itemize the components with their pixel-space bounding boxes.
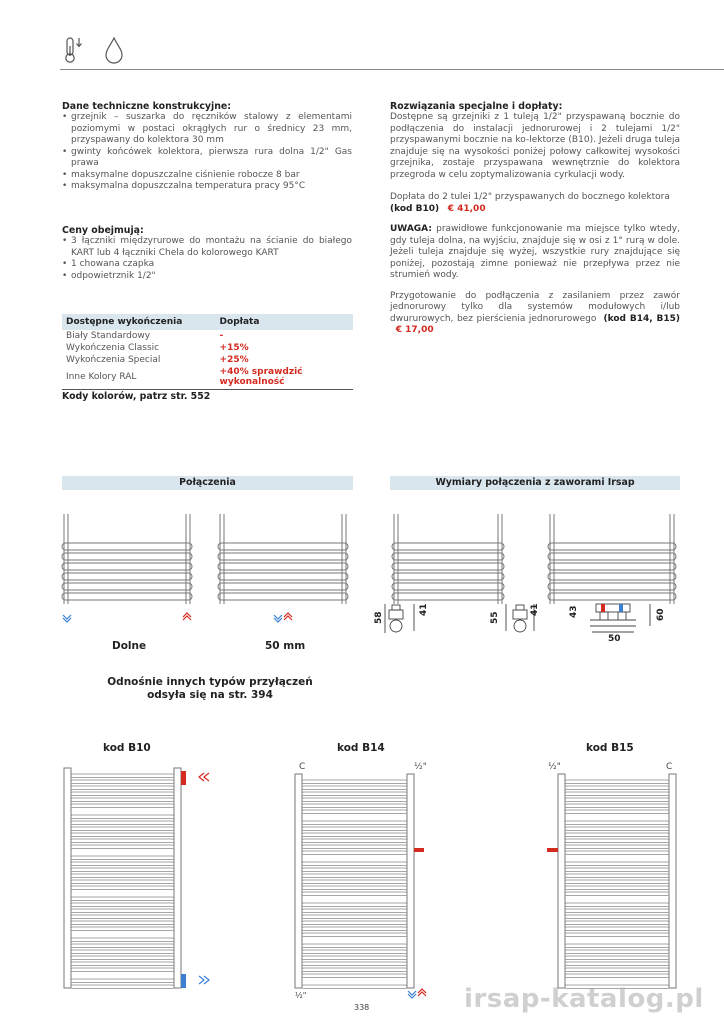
- radiator-tube: [302, 927, 407, 930]
- radiator-tube: [565, 950, 669, 953]
- radiator-tube: [565, 810, 669, 813]
- radiator-tube: [71, 968, 174, 971]
- radiator-tube: [71, 839, 174, 842]
- radiator-tube: [302, 798, 407, 801]
- finish-value: -: [219, 331, 224, 341]
- water-drop-icon: [104, 36, 124, 64]
- special-title: Rozwiązania specjalne i dopłaty:: [390, 101, 563, 112]
- header-rule: [60, 69, 724, 70]
- dim-41b: 41: [530, 603, 540, 616]
- radiator-tube: [71, 909, 174, 912]
- radiator-tube: [565, 786, 669, 789]
- radiator-tube: [565, 851, 669, 854]
- label-half-inch: ½": [414, 762, 427, 772]
- radiator-tube: [302, 968, 407, 971]
- finish-name: Wykończenia Classic: [66, 343, 160, 353]
- radiator-tube: [302, 786, 407, 789]
- label-dolne: Dolne: [112, 640, 147, 652]
- radiator-50mm-connection-diagram: [216, 512, 356, 627]
- valve-dimension-diagram-2: [470, 512, 550, 642]
- b10-surcharge-text: Dopłata do 2 tulei 1/2" przyspawanych do bocznego kolektora: [390, 192, 670, 202]
- b10-price: € 41,00: [447, 203, 486, 214]
- radiator-tube: [565, 915, 669, 918]
- list-item: • maksymalne dopuszczalne ciśnienie robocze 8 bar: [62, 170, 352, 182]
- radiator-tube: [302, 962, 407, 965]
- blue-arrow-icon: [199, 976, 209, 984]
- b10-code: (kod B10): [390, 203, 440, 214]
- radiator-tube: [302, 903, 407, 906]
- code-b10-label: kod B10: [103, 742, 151, 754]
- radiator-tube: [565, 956, 669, 959]
- table-footnote: Kody kolorów, patrz str. 552: [62, 391, 211, 402]
- radiator-tube: [565, 839, 669, 842]
- b14-b15-text: Przygotowanie do podłączenia z zasilaniem przez zawór jednorurowy tylko dla systemów modułowych i/lub dwururowych, bez pierścienia jednorurowego: [390, 290, 680, 324]
- b14-b15-price: € 17,00: [395, 325, 434, 335]
- radiator-tube: [565, 792, 669, 795]
- special-paragraph-2: [390, 192, 680, 215]
- prices-section: [62, 225, 352, 282]
- radiator-tube: [302, 804, 407, 807]
- watermark: irsap-katalog.pl: [464, 984, 704, 1014]
- radiator-tube: [71, 774, 174, 777]
- radiator-tube: [71, 786, 174, 789]
- dim-55: 55: [490, 611, 500, 624]
- label-c: C: [299, 762, 306, 772]
- radiator-tube: [565, 874, 669, 877]
- red-arrow-icon: [418, 989, 426, 996]
- radiator-tube: [565, 892, 669, 895]
- radiator-tube: [71, 979, 174, 982]
- radiator-tube: [71, 833, 174, 836]
- table-row: [62, 354, 353, 366]
- radiator-tube: [565, 903, 669, 906]
- b14-b15-code: (kod B14, B15): [603, 313, 680, 324]
- radiator-tube: [71, 903, 174, 906]
- radiator-tube: [302, 868, 407, 871]
- radiator-tube: [71, 897, 174, 900]
- radiator-tube: [565, 962, 669, 965]
- radiator-tube: [565, 798, 669, 801]
- radiator-tube: [71, 804, 174, 807]
- finish-table: [62, 314, 353, 388]
- radiator-tube: [565, 944, 669, 947]
- finish-value: +15%: [219, 343, 249, 353]
- radiator-tube: [302, 851, 407, 854]
- radiator-tube: [71, 915, 174, 918]
- valve-dimension-diagram-3: [540, 512, 680, 642]
- red-arrow-icon: [199, 773, 209, 781]
- radiator-tube: [71, 815, 174, 818]
- radiator-tube: [565, 827, 669, 830]
- radiator-tube: [565, 886, 669, 889]
- radiator-tube: [71, 950, 174, 953]
- note-text: prawidłowe funkcjonowanie ma miejsce tylko wtedy, gdy tuleja dolna, na wyjściu, znajduje się w osi z 1° rurą w dole. Jeżeli tuleja znajduje się wyżej, wszystkie rury znajdujące się poniżej, pozostają zimne ponieważ nie przepływa przez nie strumień wody.: [390, 224, 680, 280]
- radiator-b10-diagram: [60, 764, 220, 994]
- radiator-tube: [565, 833, 669, 836]
- radiator-tube: [302, 892, 407, 895]
- radiator-tube: [302, 933, 407, 936]
- dim-41: 41: [419, 603, 429, 616]
- radiator-tube: [302, 874, 407, 877]
- table-rule: [62, 389, 353, 390]
- radiator-tube: [565, 880, 669, 883]
- radiator-tube: [302, 886, 407, 889]
- radiator-tube: [71, 880, 174, 883]
- radiator-tube: [302, 985, 407, 988]
- irsap-dimensions-bar: Wymiary połączenia z zaworami Irsap: [390, 476, 680, 490]
- finish-value: +40% sprawdzić wykonalność: [219, 367, 303, 387]
- list-item: • grzejnik – suszarka do ręczników stalowy z elementami poziomymi w postaci okrągłych rur o średnicy 23 mm, przyspawany do kolektora 30 mm: [62, 112, 352, 147]
- finish-name: Inne Kolory RAL: [66, 372, 137, 382]
- radiator-tube: [71, 874, 174, 877]
- tech-title: Dane techniczne konstrukcyjne:: [62, 101, 232, 112]
- radiator-tube: [302, 880, 407, 883]
- radiator-tube: [565, 821, 669, 824]
- radiator-tube: [302, 921, 407, 924]
- radiator-tube: [302, 974, 407, 977]
- special-section: [390, 101, 680, 337]
- radiator-tube: [565, 780, 669, 783]
- special-paragraph-1: Dostępne są grzejniki z 1 tuleją 1/2" przyspawaną bocznie do podłączenia do instalacji jednorurowej i 2 tulejami 1/2" przyspawanymi bocznie na ko-lektorze (B10). Jeżeli druga tuleja znajduje się na wysokości poniżej połowy całkowitej wysokości grzejnika, zostaje przyspawana wewnętrznie do kolektora przegroda w celu zoptymalizowania cyrkulacji wody.: [390, 112, 680, 180]
- dim-58: 58: [374, 611, 384, 624]
- table-row: [62, 366, 353, 388]
- radiator-tube: [302, 862, 407, 865]
- radiator-tube: [302, 827, 407, 830]
- special-paragraph-3: [390, 224, 680, 282]
- radiator-tube: [71, 956, 174, 959]
- radiator-tube: [71, 886, 174, 889]
- page-number: 338: [354, 1003, 370, 1012]
- radiator-tube: [565, 968, 669, 971]
- radiator-tube: [71, 921, 174, 924]
- radiator-tube: [71, 938, 174, 941]
- radiator-tube: [302, 956, 407, 959]
- radiator-tube: [71, 962, 174, 965]
- dim-50: 50: [608, 634, 621, 644]
- radiator-bottom-connection-diagram: [60, 512, 195, 627]
- radiator-tube: [302, 944, 407, 947]
- radiator-tube: [71, 792, 174, 795]
- list-item: • 3 łączniki międzyrurowe do montażu na ścianie do białego KART lub 4 łączniki Chela do kolorowego KART: [62, 236, 352, 259]
- tech-section: [62, 101, 352, 193]
- radiator-tube: [302, 821, 407, 824]
- radiator-tube: [71, 856, 174, 859]
- radiator-tube: [565, 974, 669, 977]
- radiator-tube: [565, 927, 669, 930]
- radiator-tube: [565, 862, 669, 865]
- reference-note: [60, 676, 360, 702]
- prices-list: [62, 236, 352, 282]
- reference-line-2: odsyła się na str. 394: [147, 689, 273, 701]
- radiator-tube: [71, 862, 174, 865]
- radiator-tube: [302, 780, 407, 783]
- radiator-tube: [302, 839, 407, 842]
- radiator-tube: [302, 845, 407, 848]
- radiator-tube: [71, 827, 174, 830]
- table-row: [62, 330, 353, 342]
- dim-43: 43: [569, 605, 579, 618]
- radiator-tube: [71, 868, 174, 871]
- radiator-b14-diagram: [290, 758, 450, 1003]
- radiator-tube: [302, 792, 407, 795]
- radiator-tube: [565, 921, 669, 924]
- list-item: • odpowietrznik 1/2": [62, 271, 352, 283]
- radiator-tube: [71, 798, 174, 801]
- label-half-inch-bottom: ½": [295, 991, 307, 1000]
- radiator-tube: [565, 868, 669, 871]
- label-half-inch: ½": [548, 762, 561, 772]
- radiator-tube: [71, 845, 174, 848]
- code-b14-label: kod B14: [337, 742, 385, 754]
- radiator-tube: [565, 933, 669, 936]
- radiator-tube: [302, 915, 407, 918]
- finish-value: +25%: [219, 355, 249, 365]
- radiator-b15-diagram: [540, 758, 700, 1003]
- list-item: • maksymalna dopuszczalna temperatura pracy 95°C: [62, 181, 352, 193]
- radiator-tube: [302, 833, 407, 836]
- table-header: Dostępne wykończenia: [62, 314, 216, 330]
- list-item: • 1 chowana czapka: [62, 259, 352, 271]
- radiator-tube: [71, 985, 174, 988]
- radiator-tube: [565, 804, 669, 807]
- table-row: [62, 342, 353, 354]
- prices-title: Ceny obejmują:: [62, 225, 144, 236]
- table-header: Dopłata: [216, 314, 353, 330]
- radiator-tube: [302, 810, 407, 813]
- tech-list: [62, 112, 352, 193]
- list-item: • gwinty końcówek kolektora, pierwsza rura dolna 1/2" Gas prawa: [62, 147, 352, 170]
- thermometer-icon: [64, 36, 84, 64]
- finish-table-wrap: [62, 314, 353, 402]
- radiator-tube: [71, 821, 174, 824]
- code-b15-label: kod B15: [586, 742, 634, 754]
- dim-60: 60: [656, 608, 666, 621]
- label-c: C: [666, 762, 673, 772]
- label-50mm: 50 mm: [265, 640, 306, 652]
- radiator-tube: [71, 780, 174, 783]
- finish-name: Biały Standardowy: [66, 331, 151, 341]
- finish-name: Wykończenia Special: [66, 355, 161, 365]
- radiator-tube: [565, 845, 669, 848]
- radiator-tube: [302, 950, 407, 953]
- radiator-tube: [565, 909, 669, 912]
- radiator-tube: [71, 944, 174, 947]
- note-label: UWAGA:: [390, 224, 432, 234]
- blue-arrow-icon: [408, 991, 416, 998]
- reference-line-1: Odnośnie innych typów przyłączeń: [107, 676, 313, 688]
- radiator-tube: [302, 909, 407, 912]
- connections-bar: Połączenia: [62, 476, 353, 490]
- special-paragraph-4: [390, 291, 680, 337]
- radiator-tube: [71, 927, 174, 930]
